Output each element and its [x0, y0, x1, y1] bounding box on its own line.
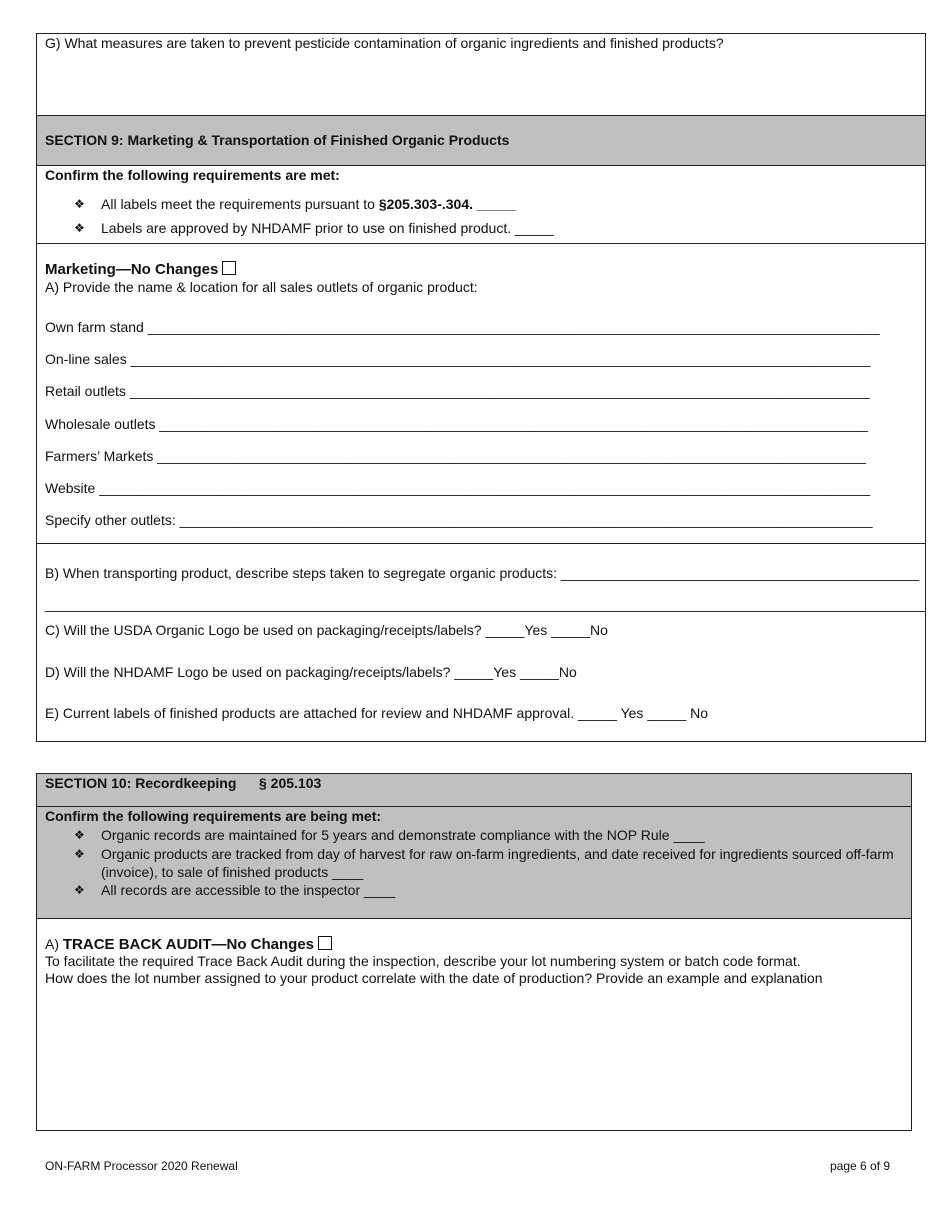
question-b-line[interactable]: _________________________________________________________________________________________________________________ [45, 596, 925, 612]
trace-heading [45, 936, 332, 954]
diamond-bullet-icon: ❖ [74, 847, 85, 861]
footer-left: ON-FARM Processor 2020 Renewal [45, 1159, 238, 1173]
marketing-no-changes-checkbox[interactable] [222, 261, 236, 275]
trace-prefix: A) [45, 936, 63, 952]
question-d[interactable]: D) Will the NHDAMF Logo be used on packaging/receipts/labels? _____Yes _____No [45, 664, 577, 680]
section10-item3: All records are accessible to the inspector ____ [101, 882, 396, 898]
outlet-website[interactable]: Website ___________________________________________________________________________________________________ [45, 480, 871, 496]
divider [36, 543, 926, 544]
outlet-online-sales[interactable]: On-line sales _______________________________________________________________________________________________ [45, 351, 871, 367]
diamond-bullet-icon: ❖ [74, 883, 85, 897]
section10-ref: § 205.103 [259, 775, 322, 791]
diamond-bullet-icon: ❖ [74, 828, 85, 842]
outlet-farmers-markets[interactable]: Farmers’ Markets ___________________________________________________________________________________________ [45, 448, 866, 464]
diamond-bullet-icon: ❖ [74, 197, 85, 211]
section9-req1-text: All labels meet the requirements pursuant to [101, 196, 379, 212]
section9-req1-ref: §205.303-.304. _____ [378, 196, 516, 212]
section9-confirm: Confirm the following requirements are met: [45, 167, 340, 183]
trace-heading-text: TRACE BACK AUDIT—No Changes [62, 936, 315, 953]
section10-title: SECTION 10: Recordkeeping [45, 775, 237, 791]
section9-req2: Labels are approved by NHDAMF prior to use on finished product. _____ [101, 220, 554, 236]
section10-confirm: Confirm the following requirements are being met: [45, 808, 382, 824]
marketing-heading [45, 261, 236, 279]
trace-line1: To facilitate the required Trace Back Audit during the inspection, describe your lot numbering system or batch code format. [45, 953, 801, 969]
trace-line2: How does the lot number assigned to your product correlate with the date of production? Provide an example and explanation [45, 970, 823, 986]
section9-req1 [101, 196, 516, 213]
outlet-other[interactable]: Specify other outlets: _________________________________________________________________________________________ [45, 512, 873, 528]
question-a: A) Provide the name & location for all sales outlets of organic product: [45, 279, 478, 295]
question-e[interactable]: E) Current labels of finished products are attached for review and NHDAMF approval. _____ Yes _____ No [45, 705, 709, 721]
marketing-heading-text: Marketing—No Changes [45, 261, 219, 278]
trace-no-changes-checkbox[interactable] [318, 936, 332, 950]
question-c[interactable]: C) Will the USDA Organic Logo be used on packaging/receipts/labels? _____Yes _____No [45, 622, 608, 638]
section10-item2: Organic products are tracked from day of harvest for raw on-farm ingredients, and date received for ingredients sourced off-farm [101, 846, 894, 862]
outlet-own-farm-stand[interactable]: Own farm stand ______________________________________________________________________________________________ [45, 319, 880, 335]
section10-item2-cont: (invoice), to sale of finished products ____ [101, 864, 364, 880]
question-b[interactable]: B) When transporting product, describe steps taken to segregate organic products: ______________________________________________ [45, 565, 920, 581]
section9-title: SECTION 9: Marketing & Transportation of Finished Organic Products [45, 132, 510, 148]
section10-item1: Organic records are maintained for 5 years and demonstrate compliance with the NOP Rule ____ [101, 827, 705, 843]
footer-right: page 6 of 9 [830, 1159, 891, 1173]
outlet-retail[interactable]: Retail outlets _______________________________________________________________________________________________ [45, 383, 870, 399]
question-g: G) What measures are taken to prevent pesticide contamination of organic ingredients and finished products? [45, 35, 724, 51]
diamond-bullet-icon: ❖ [74, 221, 85, 235]
outlet-wholesale[interactable]: Wholesale outlets ___________________________________________________________________________________________ [45, 416, 868, 432]
